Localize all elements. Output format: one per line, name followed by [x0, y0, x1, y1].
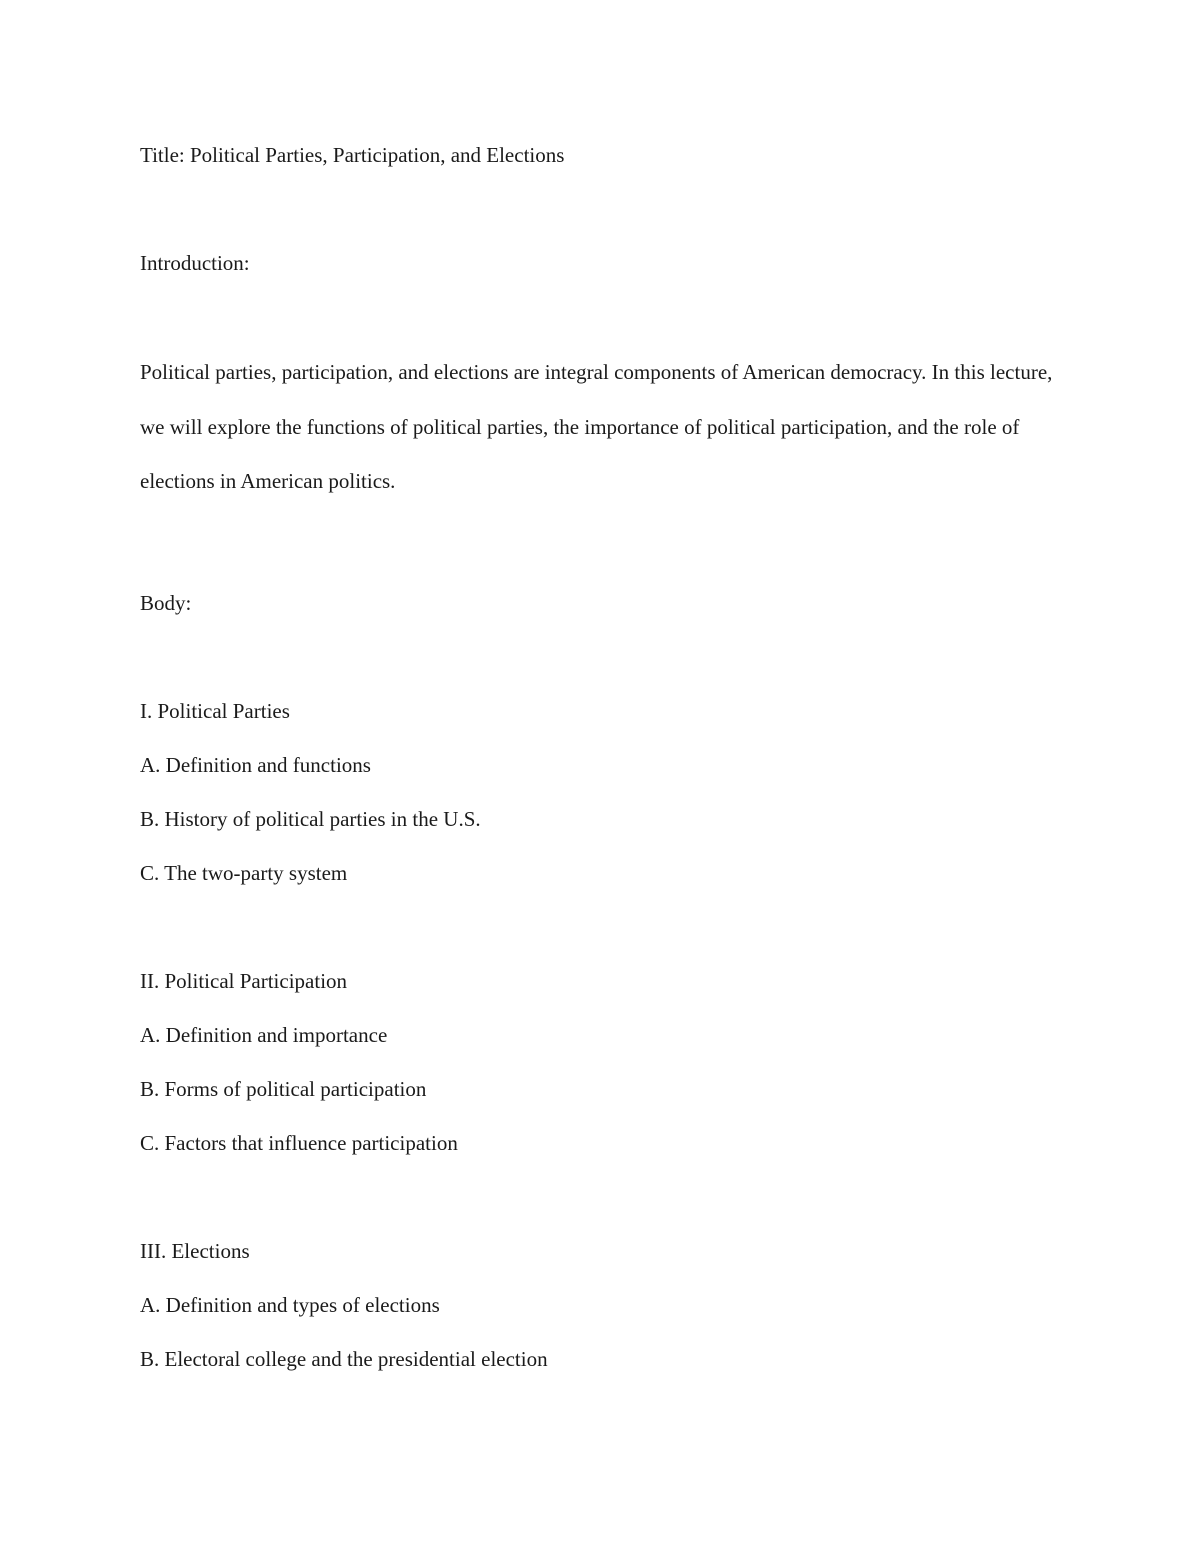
document-content: [140, 142, 1080, 1400]
outline-item: C. The two-party system: [140, 860, 348, 885]
intro-paragraph: Political parties, participation, and elections are integral components of American democracy. In this lecture, we will explore the functions of political parties, the importance of political participation, and the role of elections in American politics.: [140, 360, 1053, 493]
outline-item: B. History of political parties in the U.S.: [140, 806, 481, 831]
outline-item: A. Definition and importance: [140, 1022, 388, 1047]
document-title: Title: Political Parties, Participation, and Elections: [140, 143, 565, 167]
section-heading: III. Elections: [140, 1238, 250, 1263]
outline-section-3: [140, 1238, 1080, 1373]
outline-item: A. Definition and types of elections: [140, 1292, 440, 1317]
outline-item: C. Factors that influence participation: [140, 1130, 458, 1155]
outline-item: B. Forms of political participation: [140, 1076, 427, 1101]
intro-heading: Introduction:: [140, 251, 250, 275]
outline-section-2: [140, 968, 1080, 1157]
body-heading: Body:: [140, 590, 192, 615]
outline-item: A. Definition and functions: [140, 752, 371, 777]
section-heading: II. Political Participation: [140, 968, 348, 993]
outline-item: B. Electoral college and the presidential election: [140, 1346, 548, 1371]
outline-section-1: [140, 698, 1080, 887]
section-heading: I. Political Parties: [140, 698, 290, 723]
